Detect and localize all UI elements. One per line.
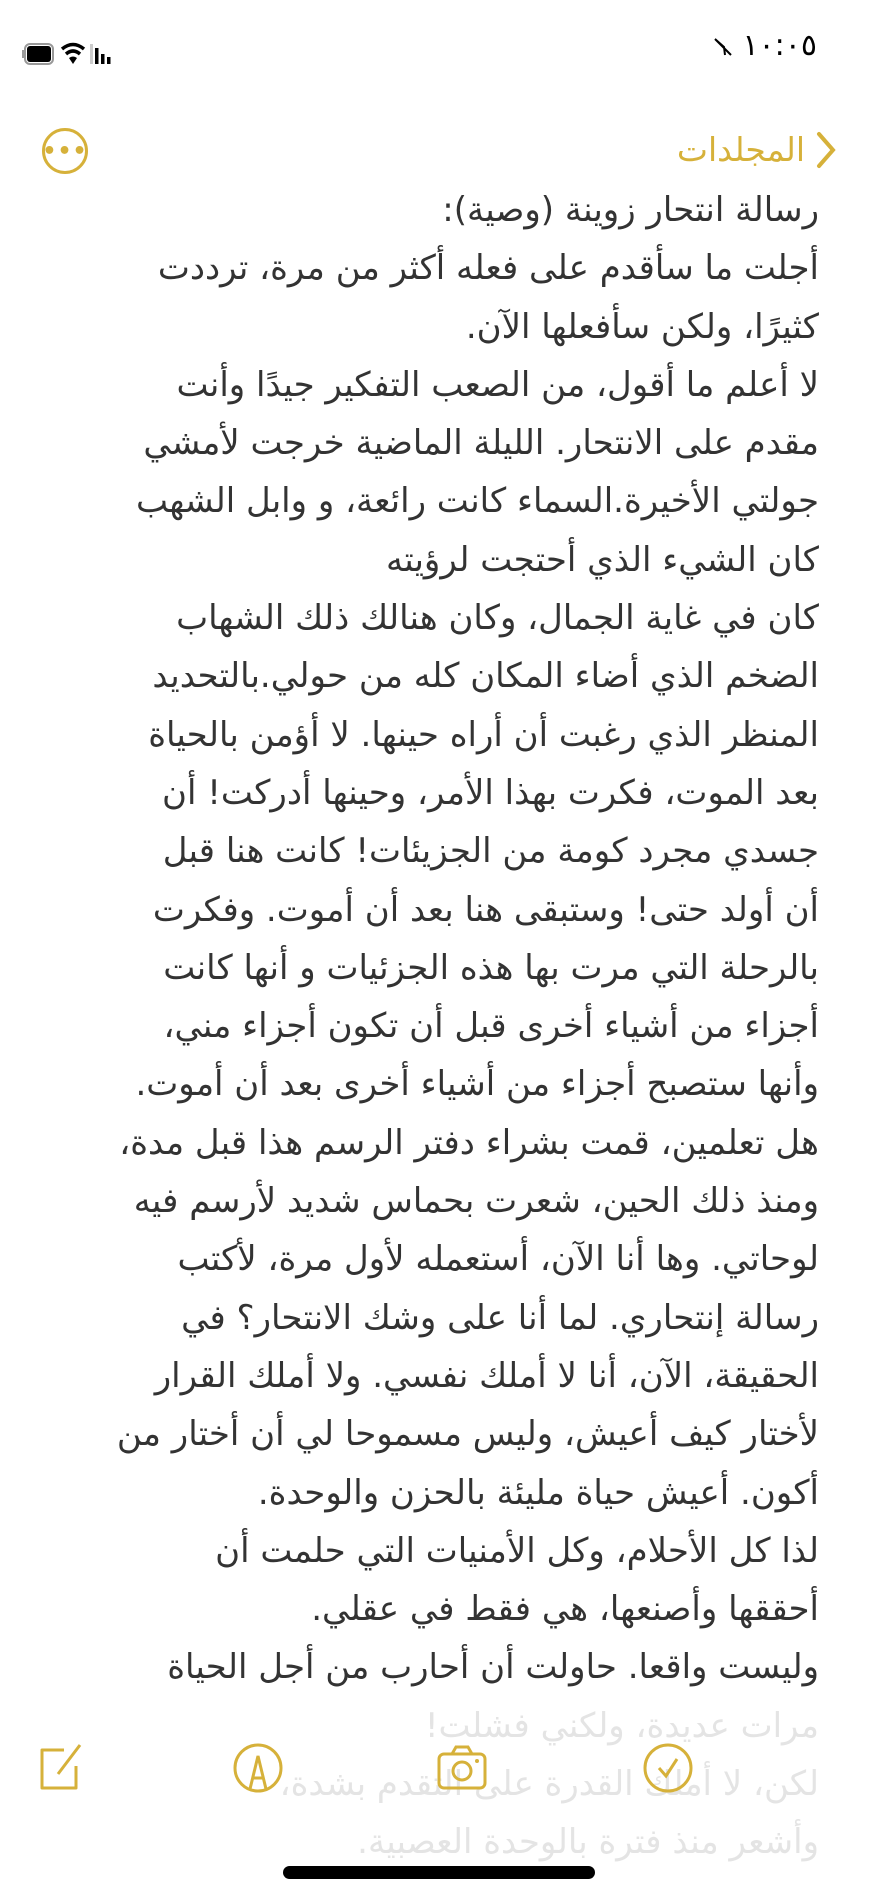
note-line: لذا كل الأحلام، وكل الأمنيات التي حلمت أن (215, 1530, 819, 1571)
markup-pen-icon[interactable] (232, 1742, 284, 1794)
battery-icon (22, 42, 54, 66)
note-line: لوحاتي. وها أنا الآن، أستعمله لأول مرة، لأكتب (177, 1239, 819, 1280)
wifi-icon (60, 40, 86, 66)
note-line: رسالة إنتحاري. لما أنا على وشك الانتحار؟ في (181, 1297, 819, 1338)
note-line: وأنها ستصبح أجزاء من أشياء أخرى بعد أن أموت. (135, 1064, 819, 1105)
note-line: رسالة انتحار زوينة (وصية): (442, 190, 819, 230)
note-line: هل تعلمين، قمت بشراء دفتر الرسم هذا قبل مدة، (119, 1122, 819, 1163)
note-line: المنظر الذي رغبت أن أراه حينها. لا أؤمن بالحياة (148, 714, 819, 755)
note-line: أكون. أعيش حياة مليئة بالحزن والوحدة. (257, 1472, 819, 1513)
time-text: ١٠:٠٥ (742, 28, 817, 63)
back-label: المجلدات (676, 130, 805, 169)
note-line: بالرحلة التي مرت بها هذه الجزئيات و أنها كانت (163, 947, 819, 988)
note-line: كان الشيء الذي أحتجت لرؤيته (385, 539, 819, 580)
home-indicator[interactable] (283, 1866, 595, 1879)
note-line: أجزاء من أشياء أخرى قبل أن تكون أجزاء مني، (163, 1006, 819, 1047)
signal-icon (90, 42, 114, 66)
location-arrow-icon (713, 37, 733, 57)
note-line: ومنذ ذلك الحين، شعرت بحماس شديد لأرسم فيه (133, 1181, 819, 1222)
note-line-under-toolbar: وأشعر منذ فترة بالوحدة العصبية. (357, 1822, 819, 1863)
camera-icon[interactable] (436, 1742, 488, 1794)
note-line: كثيرًا، ولكن سأفعلها الآن. (465, 306, 819, 347)
note-line: لأختار كيف أعيش، وليس مسموحا لي أن أختار من (116, 1414, 819, 1455)
note-body[interactable] (19, 181, 819, 1872)
compose-note-icon[interactable] (34, 1742, 86, 1794)
note-line-under-toolbar: لكن، لا أملك القدرة على التقدم بشدة، (279, 1764, 819, 1805)
note-line: وليست واقعا. حاولت أن أحارب من أجل الحياة (167, 1647, 819, 1688)
note-line: مقدم على الانتحار. الليلة الماضية خرجت لأمشي (143, 423, 819, 464)
note-line: جولتي الأخيرة.السماء كانت رائعة، و وابل الشهب (135, 481, 819, 522)
ellipsis-icon: ••• (42, 138, 88, 164)
more-options-button[interactable] (42, 128, 88, 174)
status-bar (0, 0, 877, 90)
note-line: أجلت ما سأقدم على فعله أكثر من مرة، ترددت (157, 248, 819, 289)
note-line: لا أعلم ما أقول، من الصعب التفكير جيدًا وأنت (176, 364, 819, 405)
note-line: كان في غاية الجمال، وكان هنالك ذلك الشهاب (176, 598, 819, 639)
note-line-under-toolbar: مرات عديدة، ولكني فشلت! (424, 1705, 819, 1746)
note-line: الضخم الذي أضاء المكان كله من حولي.بالتحديد (152, 656, 819, 697)
chevron-left-icon (815, 131, 837, 169)
note-line: أحققها وأصنعها، هي فقط في عقلي. (311, 1589, 819, 1630)
note-line: بعد الموت، فكرت بهذا الأمر، وحينها أدركت! أن (162, 772, 819, 813)
note-line: جسدي مجرد كومة من الجزيئات! كانت هنا قبل (162, 831, 819, 872)
back-to-folders-button[interactable] (677, 130, 837, 169)
checklist-icon[interactable] (642, 1742, 694, 1794)
note-line: أن أولد حتى! وستبقى هنا بعد أن أموت. وفكرت (152, 889, 819, 930)
status-time (713, 28, 817, 63)
note-line: الحقيقة، الآن، أنا لا أملك نفسي. ولا أملك القرار (154, 1355, 819, 1396)
